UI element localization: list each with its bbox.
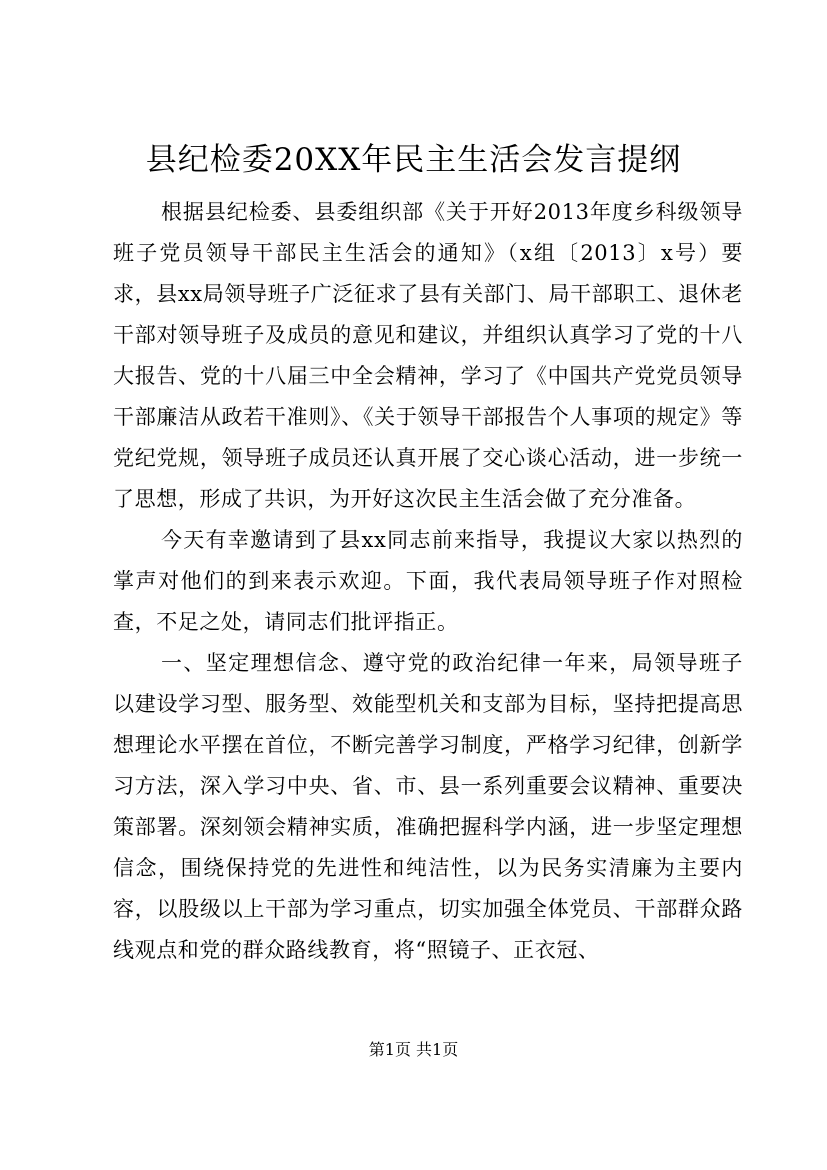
paragraph-2: 今天有幸邀请到了县xx同志前来指导，我提议大家以热烈的掌声对他们的到来表示欢迎。下面，我代表局领导班子作对照检查，不足之处，请同志们批评指正。 [113, 528, 743, 634]
page-footer: 第1页 共1页 [368, 1040, 459, 1059]
paragraph-1: 根据县纪检委、县委组织部《关于开好2013年度乡科级领导班子党员领导干部民主生活会的通知》（x组〔2013〕x号）要求，县xx局领导班子广泛征求了县有关部门、局干部职工、退休老干部对领导班子及成员的意见和建议，并组织认真学习了党的十八大报告、党的十八届三中全会精神，学习了《中国共产党党员领导干部廉洁从政若干准则》、《关于领导干部报告个人事项的规定》等党纪党规，领导班子成员还认真开展了交心谈心活动，进一步统一了思想，形成了共识，为开好这次民主生活会做了充分准备。 [113, 200, 743, 511]
paragraph-3: 一、坚定理想信念、遵守党的政治纪律一年来，局领导班子以建设学习型、服务型、效能型机关和支部为目标，坚持把提高思想理论水平摆在首位，不断完善学习制度，严格学习纪律，创新学习方法，深入学习中央、省、市、县一系列重要会议精神、重要决策部署。深刻领会精神实质，准确把握科学内涵，进一步坚定理想信念，围绕保持党的先进性和纯洁性，以为民务实清廉为主要内容，以股级以上干部为学习重点，切实加强全体党员、干部群众路线观点和党的群众路线教育，将“照镜子、正衣冠、 [113, 651, 743, 962]
document-title: 县纪检委20XX年民主生活会发言提纲 [145, 142, 682, 178]
document-body [113, 192, 743, 971]
